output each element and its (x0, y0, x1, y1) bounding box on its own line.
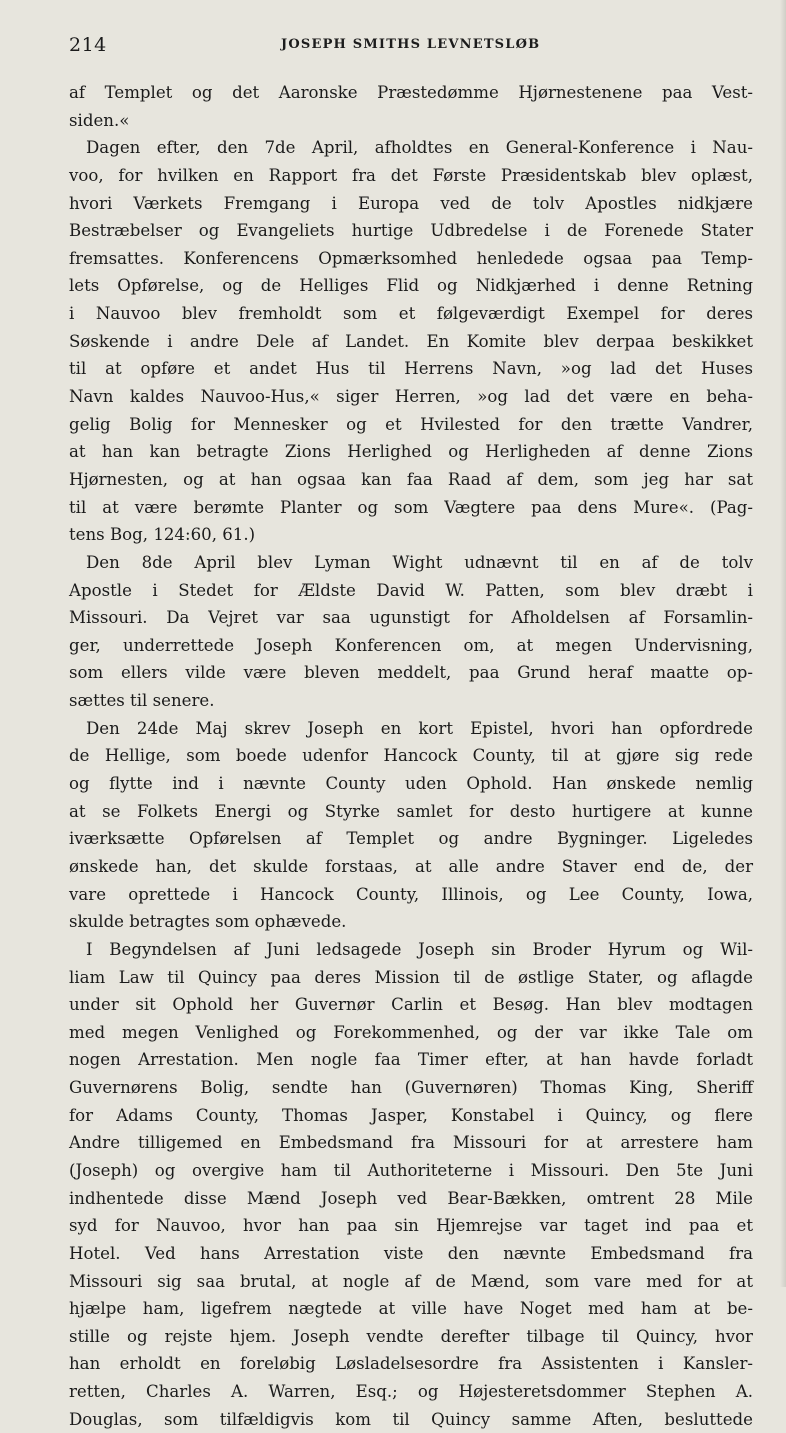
text-line: Andre tilligemed en Embedsmand fra Missouri for at arrestere ham (69, 1133, 753, 1153)
text-line: Bestræbelser og Evangeliets hurtige Udbredelse i de Forenede Stater (69, 221, 753, 241)
body-text (69, 79, 753, 1433)
text-line: de Hellige, som boede udenfor Hancock County, til at gjøre sig rede (69, 746, 753, 766)
text-line: I Begyndelsen af Juni ledsagede Joseph sin Broder Hyrum og Wil- (86, 939, 753, 959)
text-line: hvori Værkets Fremgang i Europa ved de tolv Apostles nidkjære (69, 193, 753, 213)
text-line: til at være berømte Planter og som Vægtere paa dens Mure«. (Pag- (69, 497, 753, 517)
text-line: liam Law til Quincy paa deres Mission til de østlige Stater, og aflagde (69, 967, 753, 987)
text-line: voo, for hvilken en Rapport fra det Første Præsidentskab blev oplæst, (69, 165, 753, 185)
text-line: fremsattes. Konferencens Opmærksomhed henledede ogsaa paa Temp- (69, 248, 753, 268)
text-line: nogen Arrestation. Men nogle faa Timer efter, at han havde forladt (69, 1050, 753, 1070)
text-line: tens Bog, 124:60, 61.) (69, 525, 256, 545)
text-line: for Adams County, Thomas Jasper, Konstabel i Quincy, og flere (69, 1105, 753, 1125)
text-line: indhentede disse Mænd Joseph ved Bear-Bækken, omtrent 28 Mile (69, 1188, 753, 1208)
running-title: JOSEPH SMITHS LEVNETSLØB (281, 37, 541, 52)
text-line: med megen Venlighed og Forekommenhed, og der var ikke Tale om (69, 1022, 753, 1042)
text-line: og flytte ind i nævnte County uden Ophold. Han ønskede nemlig (69, 774, 753, 794)
text-line: lets Opførelse, og de Helliges Flid og Nidkjærhed i denne Retning (69, 276, 753, 296)
text-line: syd for Nauvoo, hvor han paa sin Hjemrejse var taget ind paa et (69, 1216, 753, 1236)
text-line: at han kan betragte Zions Herlighed og Herligheden af denne Zions (69, 442, 753, 462)
text-line: at se Folkets Energi og Styrke samlet for desto hurtigere at kunne (69, 801, 753, 821)
text-line: Apostle i Stedet for Ældste David W. Patten, som blev dræbt i (69, 580, 753, 600)
text-line: af Templet og det Aaronske Præstedømme Hjørnestenene paa Vest- (69, 83, 753, 102)
text-line: Søskende i andre Dele af Landet. En Komite blev derpaa beskikket (69, 331, 753, 351)
text-line: stille og rejste hjem. Joseph vendte derefter tilbage til Quincy, hvor (69, 1326, 753, 1346)
text-line: Hjørnesten, og at han ogsaa kan faa Raad af dem, som jeg har sat (69, 469, 753, 489)
text-line: ger, underrettede Joseph Konferencen om, at megen Undervisning, (69, 635, 753, 655)
page-edge-shadow (780, 0, 786, 1287)
text-line: skulde betragtes som ophævede. (69, 912, 347, 932)
text-line: Missouri. Da Vejret var saa ugunstigt for Afholdelsen af Forsamlin- (69, 608, 753, 628)
text-line: Den 24de Maj skrev Joseph en kort Epistel, hvori han opfordrede (86, 718, 753, 738)
page-header (69, 34, 753, 60)
text-line: gelig Bolig for Mennesker og et Hvilested for den trætte Vandrer, (69, 414, 753, 434)
text-line: til at opføre et andet Hus til Herrens Navn, »og lad det Huses (69, 359, 753, 379)
text-line: han erholdt en foreløbig Løsladelsesordre fra Assistenten i Kansler- (69, 1354, 753, 1374)
text-line: iværksætte Opførelsen af Templet og andre Bygninger. Ligeledes (69, 829, 753, 849)
text-line: i Nauvoo blev fremholdt som et følgeværdigt Exempel for deres (69, 304, 753, 324)
text-line: Navn kaldes Nauvoo-Hus,« siger Herren, »og lad det være en beha- (69, 387, 753, 407)
text-line: Hotel. Ved hans Arrestation viste den nævnte Embedsmand fra (69, 1243, 753, 1263)
text-line: Douglas, som tilfældigvis kom til Quincy samme Aften, besluttede (69, 1409, 753, 1429)
text-line: siden.« (69, 110, 130, 130)
text-line: (Joseph) og overgive ham til Authoriteterne i Missouri. Den 5te Juni (69, 1160, 753, 1180)
text-line: Dagen efter, den 7de April, afholdtes en General-Konference i Nau- (86, 138, 753, 158)
text-line: Missouri sig saa brutal, at nogle af de Mænd, som vare med for at (69, 1271, 753, 1291)
text-line: ønskede han, det skulde forstaas, at alle andre Staver end de, der (69, 856, 753, 876)
text-line: sættes til senere. (69, 691, 215, 711)
text-line: retten, Charles A. Warren, Esq.; og Højesteretsdommer Stephen A. (69, 1382, 753, 1402)
text-line: under sit Ophold her Guvernør Carlin et Besøg. Han blev modtagen (69, 995, 753, 1015)
text-line: som ellers vilde være bleven meddelt, paa Grund heraf maatte op- (69, 663, 753, 683)
text-line: Den 8de April blev Lyman Wight udnævnt til en af de tolv (86, 552, 753, 572)
text-line: hjælpe ham, ligefrem nægtede at ville have Noget med ham at be- (69, 1299, 753, 1319)
text-line: vare oprettede i Hancock County, Illinois, og Lee County, Iowa, (69, 884, 753, 904)
text-line: Guvernørens Bolig, sendte han (Guvernøren) Thomas King, Sheriff (69, 1078, 753, 1098)
page-number: 214 (69, 34, 107, 56)
